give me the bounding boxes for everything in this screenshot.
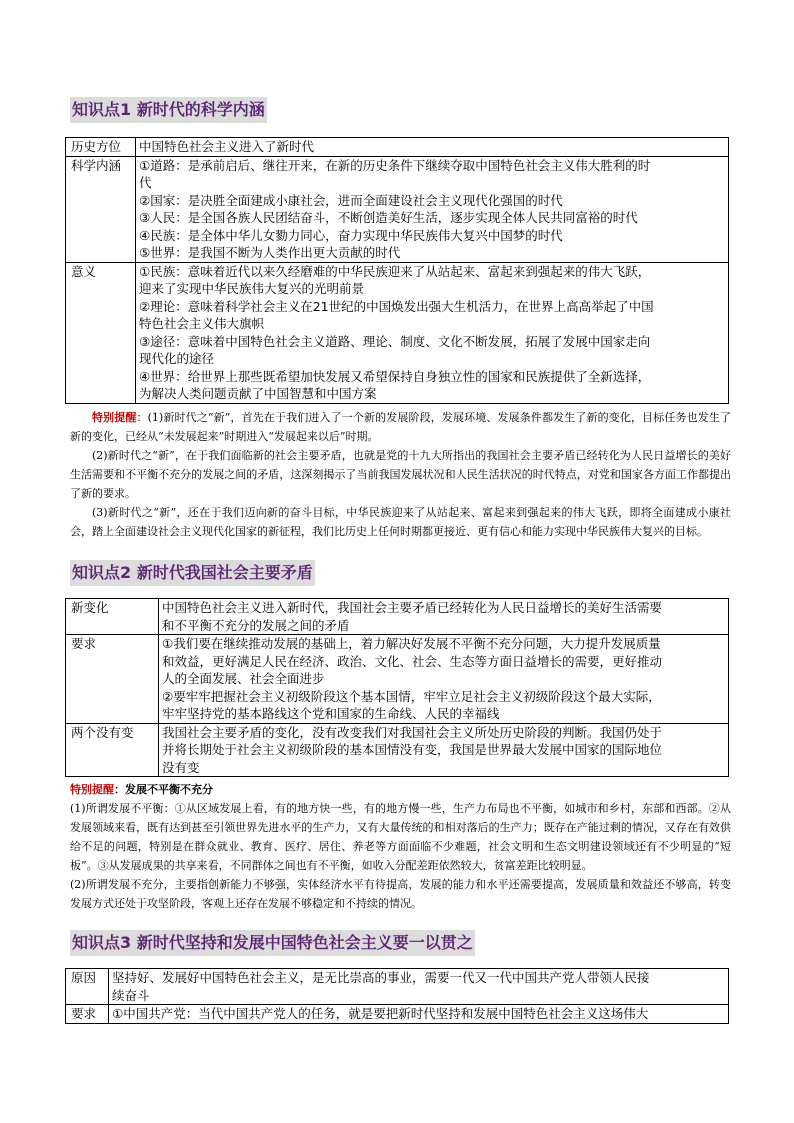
row-content: 坚持好、发展好中国特色社会主义，是无比崇高的事业，需要一代又一代中国共产党人带领人民接 续奋斗 xyxy=(109,969,729,1005)
note-paragraph: (1)所谓发展不平衡：①从区域发展上看，有的地方快一些，有的地方慢一些，生产力布局也不平衡，如城市和乡村，东部和西部。②从发展领域来看，既有达到甚至引领世界先进水平的生产力，又有大量传统的和相对落后的生产力；既存在产能过剩的情况，又存在有效供给不足的问题，特别是在群众就业、教育、医疗、居住、养老等方面面临不少难题，社会文明和生态文明建设领域还有不少明显的“短板”。③从发展成果的共享来看，不同群体之间也有不平衡，如收入分配差距依然较大，贫富差距比较明显。 xyxy=(70,802,731,872)
section-2-table xyxy=(65,598,729,777)
note-tip-label: 特别提醒 xyxy=(70,783,114,796)
note-tip-label: 特别提醒 xyxy=(92,411,137,424)
row-label: 历史方位 xyxy=(66,138,136,157)
table-row xyxy=(66,599,729,635)
note-paragraph: 特别提醒：发展不平衡不充分 xyxy=(70,783,213,796)
row-label: 要求 xyxy=(66,635,159,724)
note-paragraph: 特别提醒：(1)新时代之“新”，首先在于我们进入了一个新的发展阶段，发展环境、发展条件都发生了新的变化，目标任务也发生了新的变化，已经从“未发展起来”时期进入“发展起来以后”时期。 xyxy=(70,411,732,443)
table-row xyxy=(66,723,729,777)
section-1-note xyxy=(70,408,731,541)
section-2-note xyxy=(70,780,731,913)
table-row xyxy=(66,969,729,1005)
section-3-table xyxy=(65,968,729,1024)
row-content: 中国特色社会主义进入了新时代 xyxy=(136,138,729,157)
row-content: ①民族：意味着近代以来久经磨难的中华民族迎来了从站起来、富起来到强起来的伟大飞跃， 迎来了实现中华民族伟大复兴的光明前景 ②理论：意味着科学社会主义在21世纪的中国焕发出强大生机活力，在世界上高高举起了中国 特色社会主义伟大旗帜 ③途径：意味着中国特色社会主义道路、理论、制度、文化不断发展，拓展了发展中国家走向 现代化的途径 ④世界：给世界上那些既希望加快发展又希望保持自身独立性的国家和民族提供了全新选择， 为解决人类问题贡献了中国智慧和中国方案 xyxy=(136,262,729,403)
section-1-heading: 知识点1 新时代的科学内涵 xyxy=(70,97,267,123)
row-label: 科学内涵 xyxy=(66,156,136,262)
row-content: ①我们要在继续推动发展的基础上，着力解决好发展不平衡不充分问题，大力提升发展质量 和效益，更好满足人民在经济、政治、文化、社会、生态等方面日益增长的需要，更好推动 人的全面发展、社会全面进步 ②要牢牢把握社会主义初级阶段这个基本国情，牢牢立足社会主义初级阶段这个最大实际， 牢牢坚持党的基本路线这个党和国家的生命线、人民的幸福线 xyxy=(159,635,729,724)
row-content: ①中国共产党：当代中国共产党人的任务，就是要把新时代坚持和发展中国特色社会主义这场伟大 xyxy=(109,1005,729,1024)
row-label: 两个没有变 xyxy=(66,723,159,777)
note-paragraph: (3)新时代之“新”，还在于我们迈向新的奋斗目标，中华民族迎来了从站起来、富起来到强起来的伟大飞跃，即将全面建成小康社会，踏上全面建设社会主义现代化国家的新征程，我们比历史上任何时期都更接近、更有信心和能力实现中华民族伟大复兴的目标。 xyxy=(70,506,731,538)
section-1-table xyxy=(65,137,729,404)
table-row xyxy=(66,635,729,724)
row-content: 我国社会主要矛盾的变化，没有改变我们对我国社会主义所处历史阶段的判断。我国仍处于 并将长期处于社会主义初级阶段的基本国情没有变，我国是世界最大发展中国家的国际地位 没有变 xyxy=(159,723,729,777)
row-content: 中国特色社会主义进入新时代，我国社会主要矛盾已经转化为人民日益增长的美好生活需要 和不平衡不充分的发展之间的矛盾 xyxy=(159,599,729,635)
table-row xyxy=(66,156,729,262)
row-label: 新变化 xyxy=(66,599,159,635)
section-2-heading: 知识点2 新时代我国社会主要矛盾 xyxy=(70,560,315,586)
row-content: ①道路：是承前启后、继往开来，在新的历史条件下继续夺取中国特色社会主义伟大胜利的时 代 ②国家：是决胜全面建成小康社会，进而全面建设社会主义现代化强国的时代 ③人民：是全国各族人民团结奋斗，不断创造美好生活，逐步实现全体人民共同富裕的时代 ④民族：是全体中华儿女勠力同心，奋力实现中华民族伟大复兴中国梦的时代 ⑤世界：是我国不断为人类作出更大贡献的时代 xyxy=(136,156,729,262)
row-label: 意义 xyxy=(66,262,136,403)
note-paragraph: (2)所谓发展不充分，主要指创新能力不够强，实体经济水平有待提高，发展的能力和水平还需要提高，发展质量和效益还不够高，转变发展方式还处于攻坚阶段，客观上还存在发展不够稳定和不持续的情况。 xyxy=(70,878,731,910)
row-label: 原因 xyxy=(66,969,109,1005)
table-row xyxy=(66,1005,729,1024)
table-row xyxy=(66,138,729,157)
section-3-heading: 知识点3 新时代坚持和发展中国特色社会主义要一以贯之 xyxy=(70,930,475,956)
note-paragraph: (2)新时代之“新”，在于我们面临新的社会主要矛盾，也就是党的十九大所指出的我国社会主要矛盾已经转化为人民日益增长的美好生活需要和不平衡不充分的发展之间的矛盾，这深刻揭示了当前我国发展状况和人民生活状况的时代特点，对党和国家各方面工作都提出了新的要求。 xyxy=(70,449,731,500)
table-row xyxy=(66,262,729,403)
row-label: 要求 xyxy=(66,1005,109,1024)
